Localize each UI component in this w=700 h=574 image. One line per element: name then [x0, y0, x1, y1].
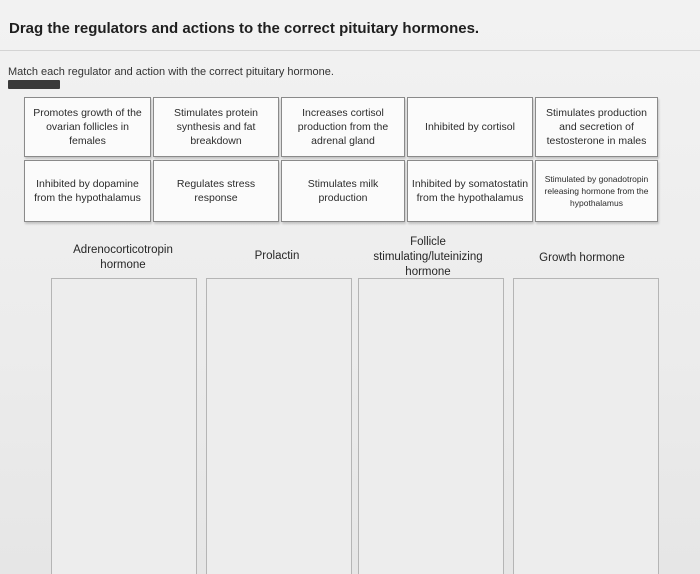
- drop-zone-acth[interactable]: [51, 278, 197, 574]
- draggable-tile-ovarian-follicles[interactable]: Promotes growth of the ovarian follicles in females: [24, 97, 151, 157]
- page-title: Drag the regulators and actions to the correct pituitary hormones.: [9, 20, 480, 37]
- draggable-tile-stress-response[interactable]: Regulates stress response: [153, 160, 279, 222]
- target-label-fsh-lh: Follicle stimulating/luteinizing hormone: [373, 236, 483, 278]
- target-label-growth-hormone: Growth hormone: [539, 252, 625, 264]
- redacted-badge: [8, 80, 60, 89]
- drop-zone-fsh-lh[interactable]: [358, 278, 504, 574]
- drop-zone-prolactin[interactable]: [206, 278, 352, 574]
- draggable-tile-gnrh[interactable]: Stimulated by gonadotropin releasing hormone from the hypothalamus: [535, 160, 658, 222]
- draggable-tile-inhibited-cortisol[interactable]: Inhibited by cortisol: [407, 97, 533, 157]
- draggable-tile-somatostatin[interactable]: Inhibited by somatostatin from the hypothalamus: [407, 160, 533, 222]
- target-label-prolactin: Prolactin: [254, 250, 300, 262]
- draggable-tile-protein-synthesis[interactable]: Stimulates protein synthesis and fat breakdown: [153, 97, 279, 157]
- draggable-tile-dopamine[interactable]: Inhibited by dopamine from the hypothalamus: [24, 160, 151, 222]
- header-divider: [0, 50, 700, 51]
- draggable-tile-cortisol-production[interactable]: Increases cortisol production from the adrenal gland: [281, 97, 405, 157]
- draggable-tile-milk-production[interactable]: Stimulates milk production: [281, 160, 405, 222]
- instruction-text: Match each regulator and action with the correct pituitary hormone.: [8, 66, 334, 78]
- draggable-tile-testosterone[interactable]: Stimulates production and secretion of testosterone in males: [535, 97, 658, 157]
- drop-zone-growth-hormone[interactable]: [513, 278, 659, 574]
- target-label-acth: Adrenocorticotropin hormone: [73, 244, 173, 271]
